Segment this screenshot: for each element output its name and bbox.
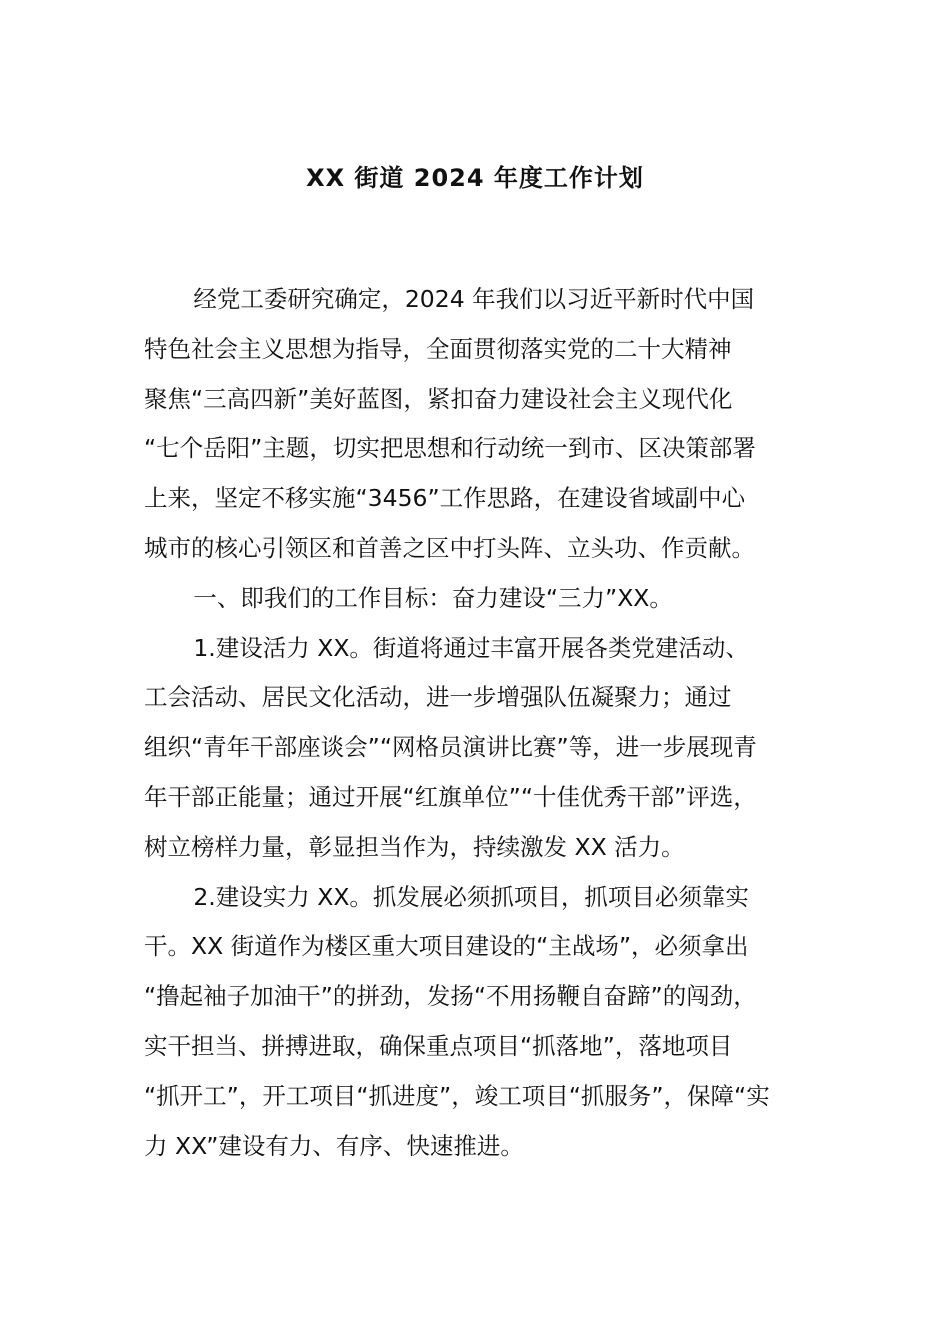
paragraph-line: 2.建设实力 XX。抓发展必须抓项目，抓项目必须靠实 bbox=[193, 882, 749, 911]
document-body bbox=[144, 275, 810, 1171]
paragraph-goal-heading bbox=[144, 574, 810, 624]
paragraph-line: “撸起袖子加油干”的拼劲，发扬“不用扬鞭自奋蹄”的闯劲， bbox=[144, 982, 757, 1011]
paragraph-intro bbox=[144, 275, 810, 574]
paragraph-line: “七个岳阳”主题，切实把思想和行动统一到市、区决策部署 bbox=[144, 434, 756, 463]
paragraph-line: 城市的核心引领区和首善之区中打头阵、立头功、作贡献。 bbox=[144, 533, 755, 562]
section-heading: 一、即我们的工作目标：奋力建设“三力”XX。 bbox=[193, 583, 673, 612]
paragraph-line: 上来，坚定不移实施“3456”工作思路，在建设省域副中心 bbox=[144, 484, 746, 513]
paragraph-item-2 bbox=[144, 873, 810, 1172]
paragraph-line: 特色社会主义思想为指导，全面贯彻落实党的二十大精神 bbox=[144, 334, 732, 363]
paragraph-line: 年干部正能量；通过开展“红旗单位”“十佳优秀干部”评选， bbox=[144, 782, 757, 811]
paragraph-line: 干。XX 街道作为楼区重大项目建设的“主战场”，必须拿出 bbox=[144, 932, 749, 961]
paragraph-line: 力 XX”建设有力、有序、快速推进。 bbox=[144, 1131, 524, 1160]
paragraph-line: 经党工委研究确定，2024 年我们以习近平新时代中国 bbox=[193, 285, 755, 313]
paragraph-line: 工会活动、居民文化活动，进一步增强队伍凝聚力；通过 bbox=[144, 683, 732, 712]
document-title: XX 街道 2024 年度工作计划 bbox=[306, 164, 644, 192]
paragraph-line: “抓开工”，开工项目“抓进度”，竣工项目“抓服务”，保障“实 bbox=[144, 1081, 770, 1110]
paragraph-line: 树立榜样力量，彰显担当作为，持续激发 XX 活力。 bbox=[144, 832, 685, 861]
paragraph-item-1 bbox=[144, 624, 810, 873]
paragraph-line: 实干担当、拼搏进取，确保重点项目“抓落地”，落地项目 bbox=[144, 1031, 733, 1060]
paragraph-line: 1.建设活力 XX。街道将通过丰富开展各类党建活动、 bbox=[193, 633, 749, 662]
paragraph-line: 聚焦“三高四新”美好蓝图，紧扣奋力建设社会主义现代化 bbox=[144, 384, 733, 413]
paragraph-line: 组织“青年干部座谈会”“网格员演讲比赛”等，进一步展现青 bbox=[144, 733, 757, 762]
